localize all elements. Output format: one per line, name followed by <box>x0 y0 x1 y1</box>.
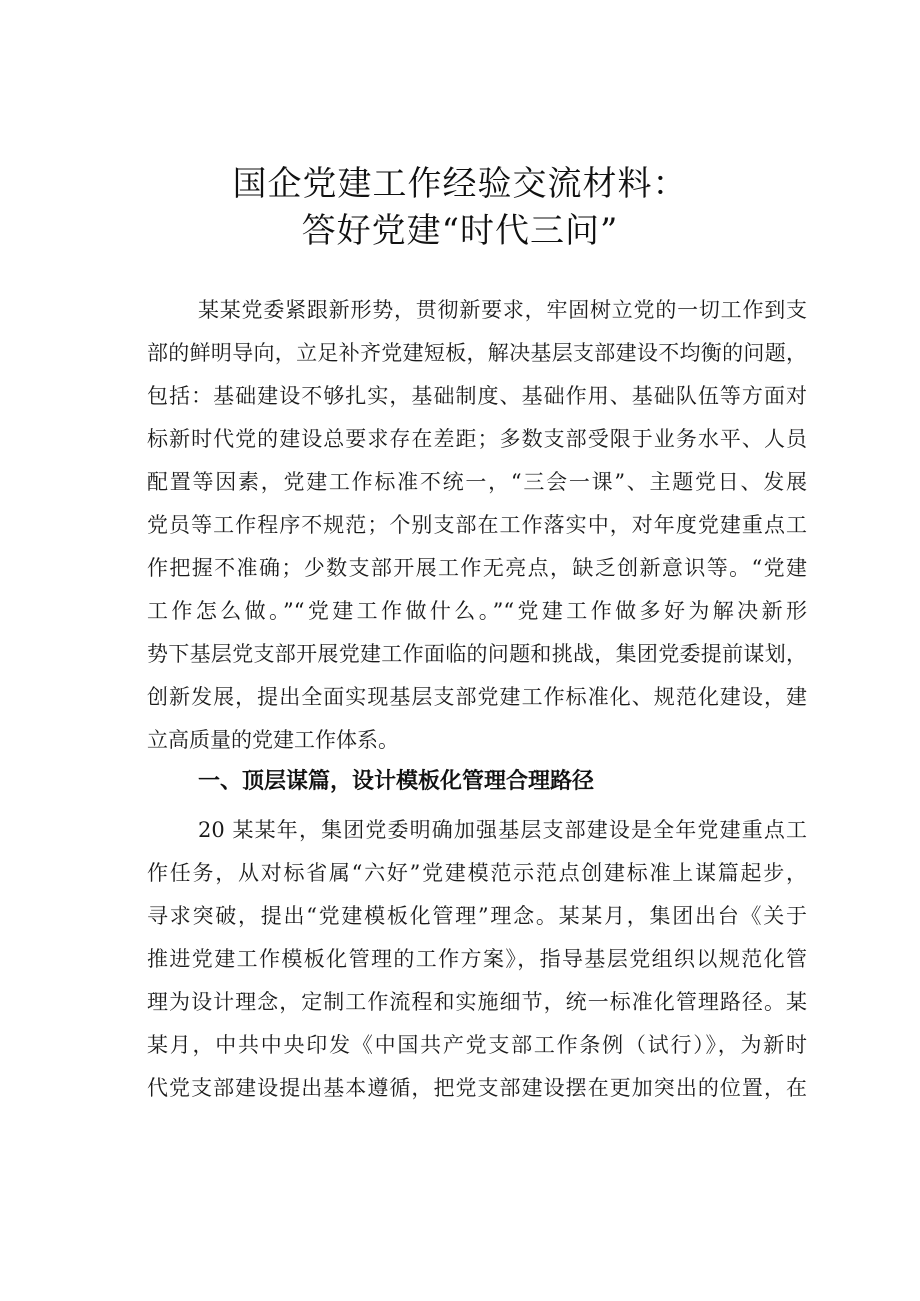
section-heading: 一、顶层谋篇，设计模板化管理合理路径 <box>198 769 595 794</box>
paragraph-1-line: 创新发展，提出全面实现基层支部党建工作标准化、规范化建设，建 <box>147 685 807 709</box>
paragraph-1-line: 某某党委紧跟新形势，贯彻新要求，牢固树立党的一切工作到支 <box>198 298 807 322</box>
paragraph-1-line: 部的鲜明导向，立足补齐党建短板，解决基层支部建设不均衡的问题， <box>147 341 807 365</box>
paragraph-1-line: 党员等工作程序不规范；个别支部在工作落实中，对年度党建重点工 <box>147 513 807 537</box>
paragraph-2-line: 寻求突破，提出“党建模板化管理”理念。某某月，集团出台《关于 <box>147 904 807 928</box>
paragraph-2-line: 某月，中共中央印发《中国共产党支部工作条例（试行）》，为新时 <box>147 1033 807 1057</box>
document-title-line-1: 国企党建工作经验交流材料： <box>232 164 688 204</box>
paragraph-1-line: 标新时代党的建设总要求存在差距；多数支部受限于业务水平、人员 <box>147 427 807 451</box>
paragraph-2-line: 作任务，从对标省属“六好”党建模范示范点创建标准上谋篇起步， <box>147 861 807 885</box>
paragraph-2-line: 理为设计理念，定制工作流程和实施细节，统一标准化管理路径。某 <box>147 990 807 1014</box>
document-title-line-2: 答好党建“时代三问” <box>301 211 619 251</box>
paragraph-1-line: 立高质量的党建工作体系。 <box>147 728 399 752</box>
paragraph-2-line: 20 某某年，集团党委明确加强基层支部建设是全年党建重点工 <box>198 818 807 842</box>
paragraph-2-line: 推进党建工作模板化管理的工作方案》，指导基层党组织以规范化管 <box>147 947 807 971</box>
paragraph-1-line: 势下基层党支部开展党建工作面临的问题和挑战，集团党委提前谋划， <box>147 642 807 666</box>
paragraph-1-line: 作把握不准确；少数支部开展工作无亮点，缺乏创新意识等。“党建 <box>147 556 807 580</box>
paragraph-2-line: 代党支部建设提出基本遵循，把党支部建设摆在更加突出的位置，在 <box>147 1076 807 1100</box>
paragraph-1-line: 包括：基础建设不够扎实，基础制度、基础作用、基础队伍等方面对 <box>147 384 807 408</box>
paragraph-1-line: 配置等因素，党建工作标准不统一，“三会一课”、主题党日、发展 <box>147 470 807 494</box>
paragraph-1-line: 工作怎么做。”“党建工作做什么。”“党建工作做多好为解决新形 <box>147 599 807 623</box>
